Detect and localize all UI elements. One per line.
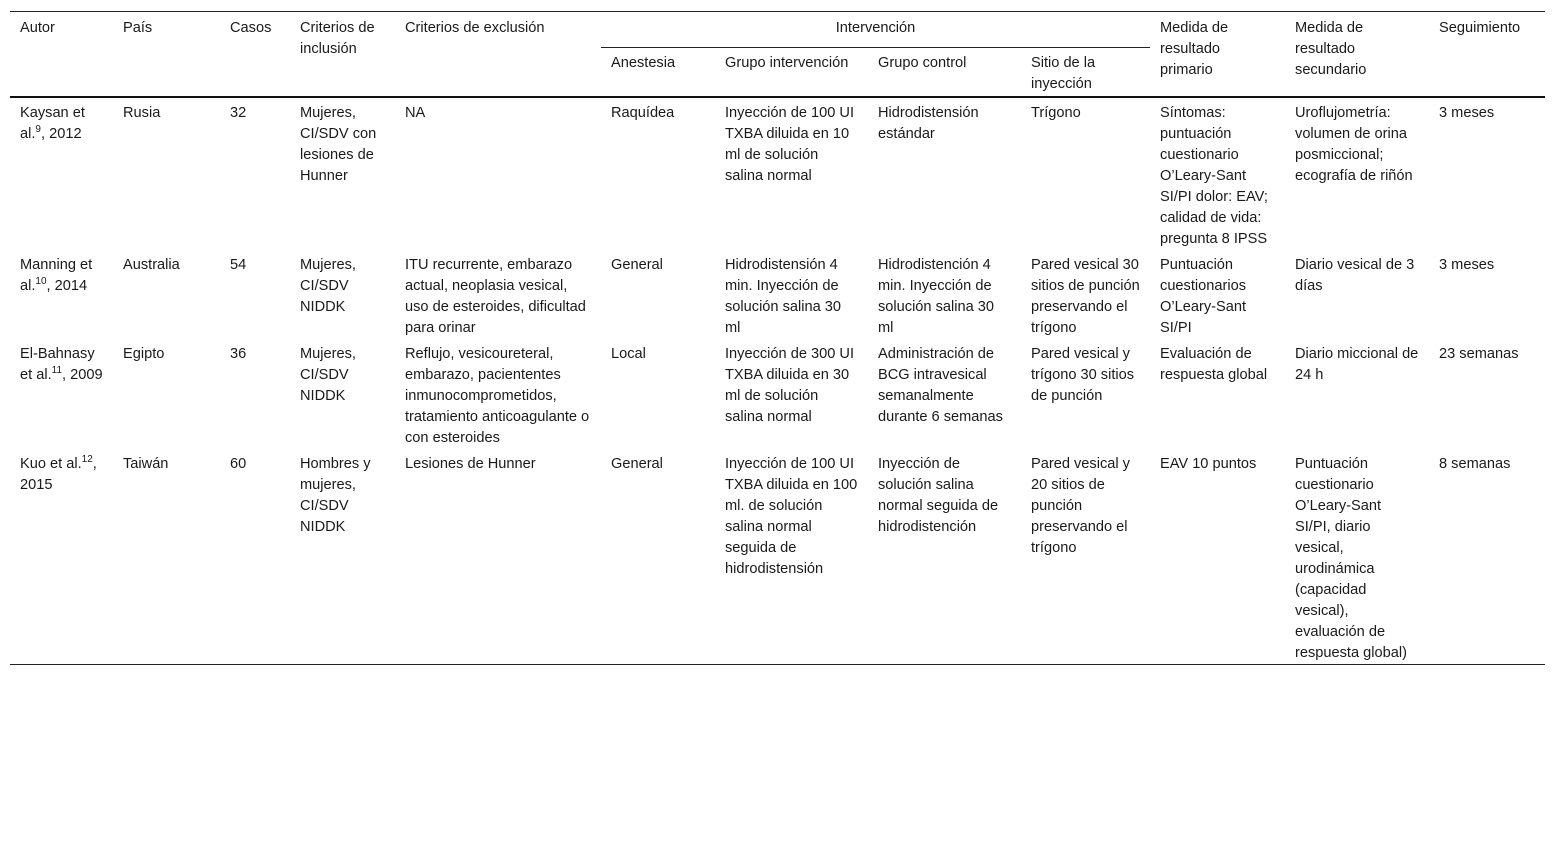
cell-grupo-intervencion: Inyección de 300 UI TXBA diluida en 30 ml de solución salina normal: [725, 346, 854, 425]
autor-ref: 12: [81, 454, 93, 466]
cell-casos: 32: [230, 105, 247, 121]
cell-primario: Síntomas: puntuación cuestionario O’Leary-Sant SI/PI dolor: EAV; calidad de vida: pregunta 8 IPSS: [1160, 105, 1268, 247]
cell-secundario: Puntuación cuestionario O’Leary-Sant SI/PI, diario vesical, urodinámica (capacidad vesical), evaluación de respuesta global): [1295, 456, 1407, 661]
cell-primario: Puntuación cuestionarios O’Leary-Sant SI/PI: [1160, 257, 1247, 336]
header-intervencion: Intervención: [601, 12, 1150, 48]
cell-inclusion: Hombres y mujeres, CI/SDV NIDDK: [300, 456, 371, 535]
header-row-1: [10, 12, 1545, 48]
cell-sitio: Pared vesical 30 sitios de punción preservando el trígono: [1031, 257, 1140, 336]
cell-primario: EAV 10 puntos: [1160, 456, 1257, 472]
cell-inclusion: Mujeres, CI/SDV NIDDK: [300, 346, 356, 404]
cell-casos: 54: [230, 257, 247, 273]
cell-seguimiento: 8 semanas: [1439, 456, 1511, 472]
cell-anestesia: Local: [611, 346, 646, 362]
autor-ref: 9: [35, 124, 41, 136]
header-anestesia: Anestesia: [601, 48, 715, 98]
cell-grupo-control: Hidrodistensión estándar: [878, 105, 979, 142]
cell-pais: Rusia: [123, 105, 161, 121]
header-autor: Autor: [10, 12, 113, 98]
cell-pais: Taiwán: [123, 456, 169, 472]
cell-inclusion: Mujeres, CI/SDV NIDDK: [300, 257, 356, 315]
cell-autor: [10, 339, 113, 449]
cell-exclusion: Lesiones de Hunner: [405, 456, 536, 472]
table-header: [10, 12, 1545, 98]
cell-anestesia: Raquídea: [611, 105, 675, 121]
autor-ref: 10: [35, 276, 47, 288]
cell-sitio: Pared vesical y 20 sitios de punción preservando el trígono: [1031, 456, 1130, 556]
cell-grupo-intervencion: Hidrodistensión 4 min. Inyección de solución salina 30 ml: [725, 257, 842, 336]
cell-anestesia: General: [611, 257, 663, 273]
cell-anestesia: General: [611, 456, 663, 472]
autor-name: Kaysan et al.: [20, 105, 85, 142]
autor-name: Manning et al.: [20, 257, 93, 294]
table-container: [10, 11, 1545, 665]
header-inclusion: Criterios de inclusión: [290, 12, 395, 98]
cell-exclusion: ITU recurrente, embarazo actual, neoplasia vesical, uso de esteroides, dificultad para orinar: [405, 257, 586, 336]
header-grupo-intervencion: Grupo intervención: [715, 48, 868, 98]
cell-autor: [10, 250, 113, 339]
autor-name: El-Bahnasy et al.: [20, 346, 95, 383]
cell-pais: Egipto: [123, 346, 165, 362]
cell-grupo-control: Hidrodistención 4 min. Inyección de solución salina 30 ml: [878, 257, 995, 336]
cell-grupo-intervencion: Inyección de 100 UI TXBA diluida en 10 ml de solución salina normal: [725, 105, 854, 184]
header-seguimiento: Seguimiento: [1429, 12, 1545, 98]
cell-exclusion: NA: [405, 105, 426, 121]
cell-secundario: Diario miccional de 24 h: [1295, 346, 1419, 383]
autor-year: , 2014: [46, 278, 88, 294]
table-row: [10, 449, 1545, 665]
autor-year: , 2012: [40, 126, 82, 142]
cell-grupo-control: Administración de BCG intravesical semanalmente durante 6 semanas: [878, 346, 1003, 425]
header-exclusion: Criterios de exclusión: [395, 12, 601, 98]
cell-primario: Evaluación de respuesta global: [1160, 346, 1268, 383]
cell-sitio: Pared vesical y trígono 30 sitios de punción: [1031, 346, 1135, 404]
cell-grupo-control: Inyección de solución salina normal seguida de hidrodistención: [878, 456, 999, 535]
cell-autor: [10, 449, 113, 665]
cell-pais: Australia: [123, 257, 180, 273]
header-pais: País: [113, 12, 220, 98]
autor-year: , 2009: [62, 367, 103, 383]
cell-casos: 60: [230, 456, 247, 472]
header-grupo-control: Grupo control: [868, 48, 1021, 98]
table-row: [10, 97, 1545, 250]
autor-year: , 2015: [20, 456, 97, 493]
studies-table: [10, 11, 1545, 665]
cell-seguimiento: 3 meses: [1439, 257, 1495, 273]
cell-inclusion: Mujeres, CI/SDV con lesiones de Hunner: [300, 105, 377, 184]
cell-autor: [10, 97, 113, 250]
header-casos: Casos: [220, 12, 290, 98]
cell-seguimiento: 23 semanas: [1439, 346, 1519, 362]
header-primario: Medida de resultado primario: [1150, 12, 1285, 98]
autor-name: Kuo et al.: [20, 456, 82, 472]
table-row: [10, 339, 1545, 449]
autor-ref: 11: [51, 365, 63, 377]
cell-sitio: Trígono: [1031, 105, 1081, 121]
cell-exclusion: Reflujo, vesicoureteral, embarazo, paciententes inmunocomprometidos, tratamiento anticoagulante o con esteroides: [405, 346, 590, 446]
cell-secundario: Diario vesical de 3 días: [1295, 257, 1415, 294]
header-sitio: Sitio de la inyección: [1021, 48, 1150, 98]
cell-secundario: Uroflujometría: volumen de orina posmiccional; ecografía de riñón: [1295, 105, 1413, 184]
table-row: [10, 250, 1545, 339]
header-secundario: Medida de resultado secundario: [1285, 12, 1429, 98]
cell-grupo-intervencion: Inyección de 100 UI TXBA diluida en 100 ml. de solución salina normal seguida de hidrodistensión: [725, 456, 858, 577]
table-body: [10, 97, 1545, 665]
cell-casos: 36: [230, 346, 247, 362]
cell-seguimiento: 3 meses: [1439, 105, 1495, 121]
